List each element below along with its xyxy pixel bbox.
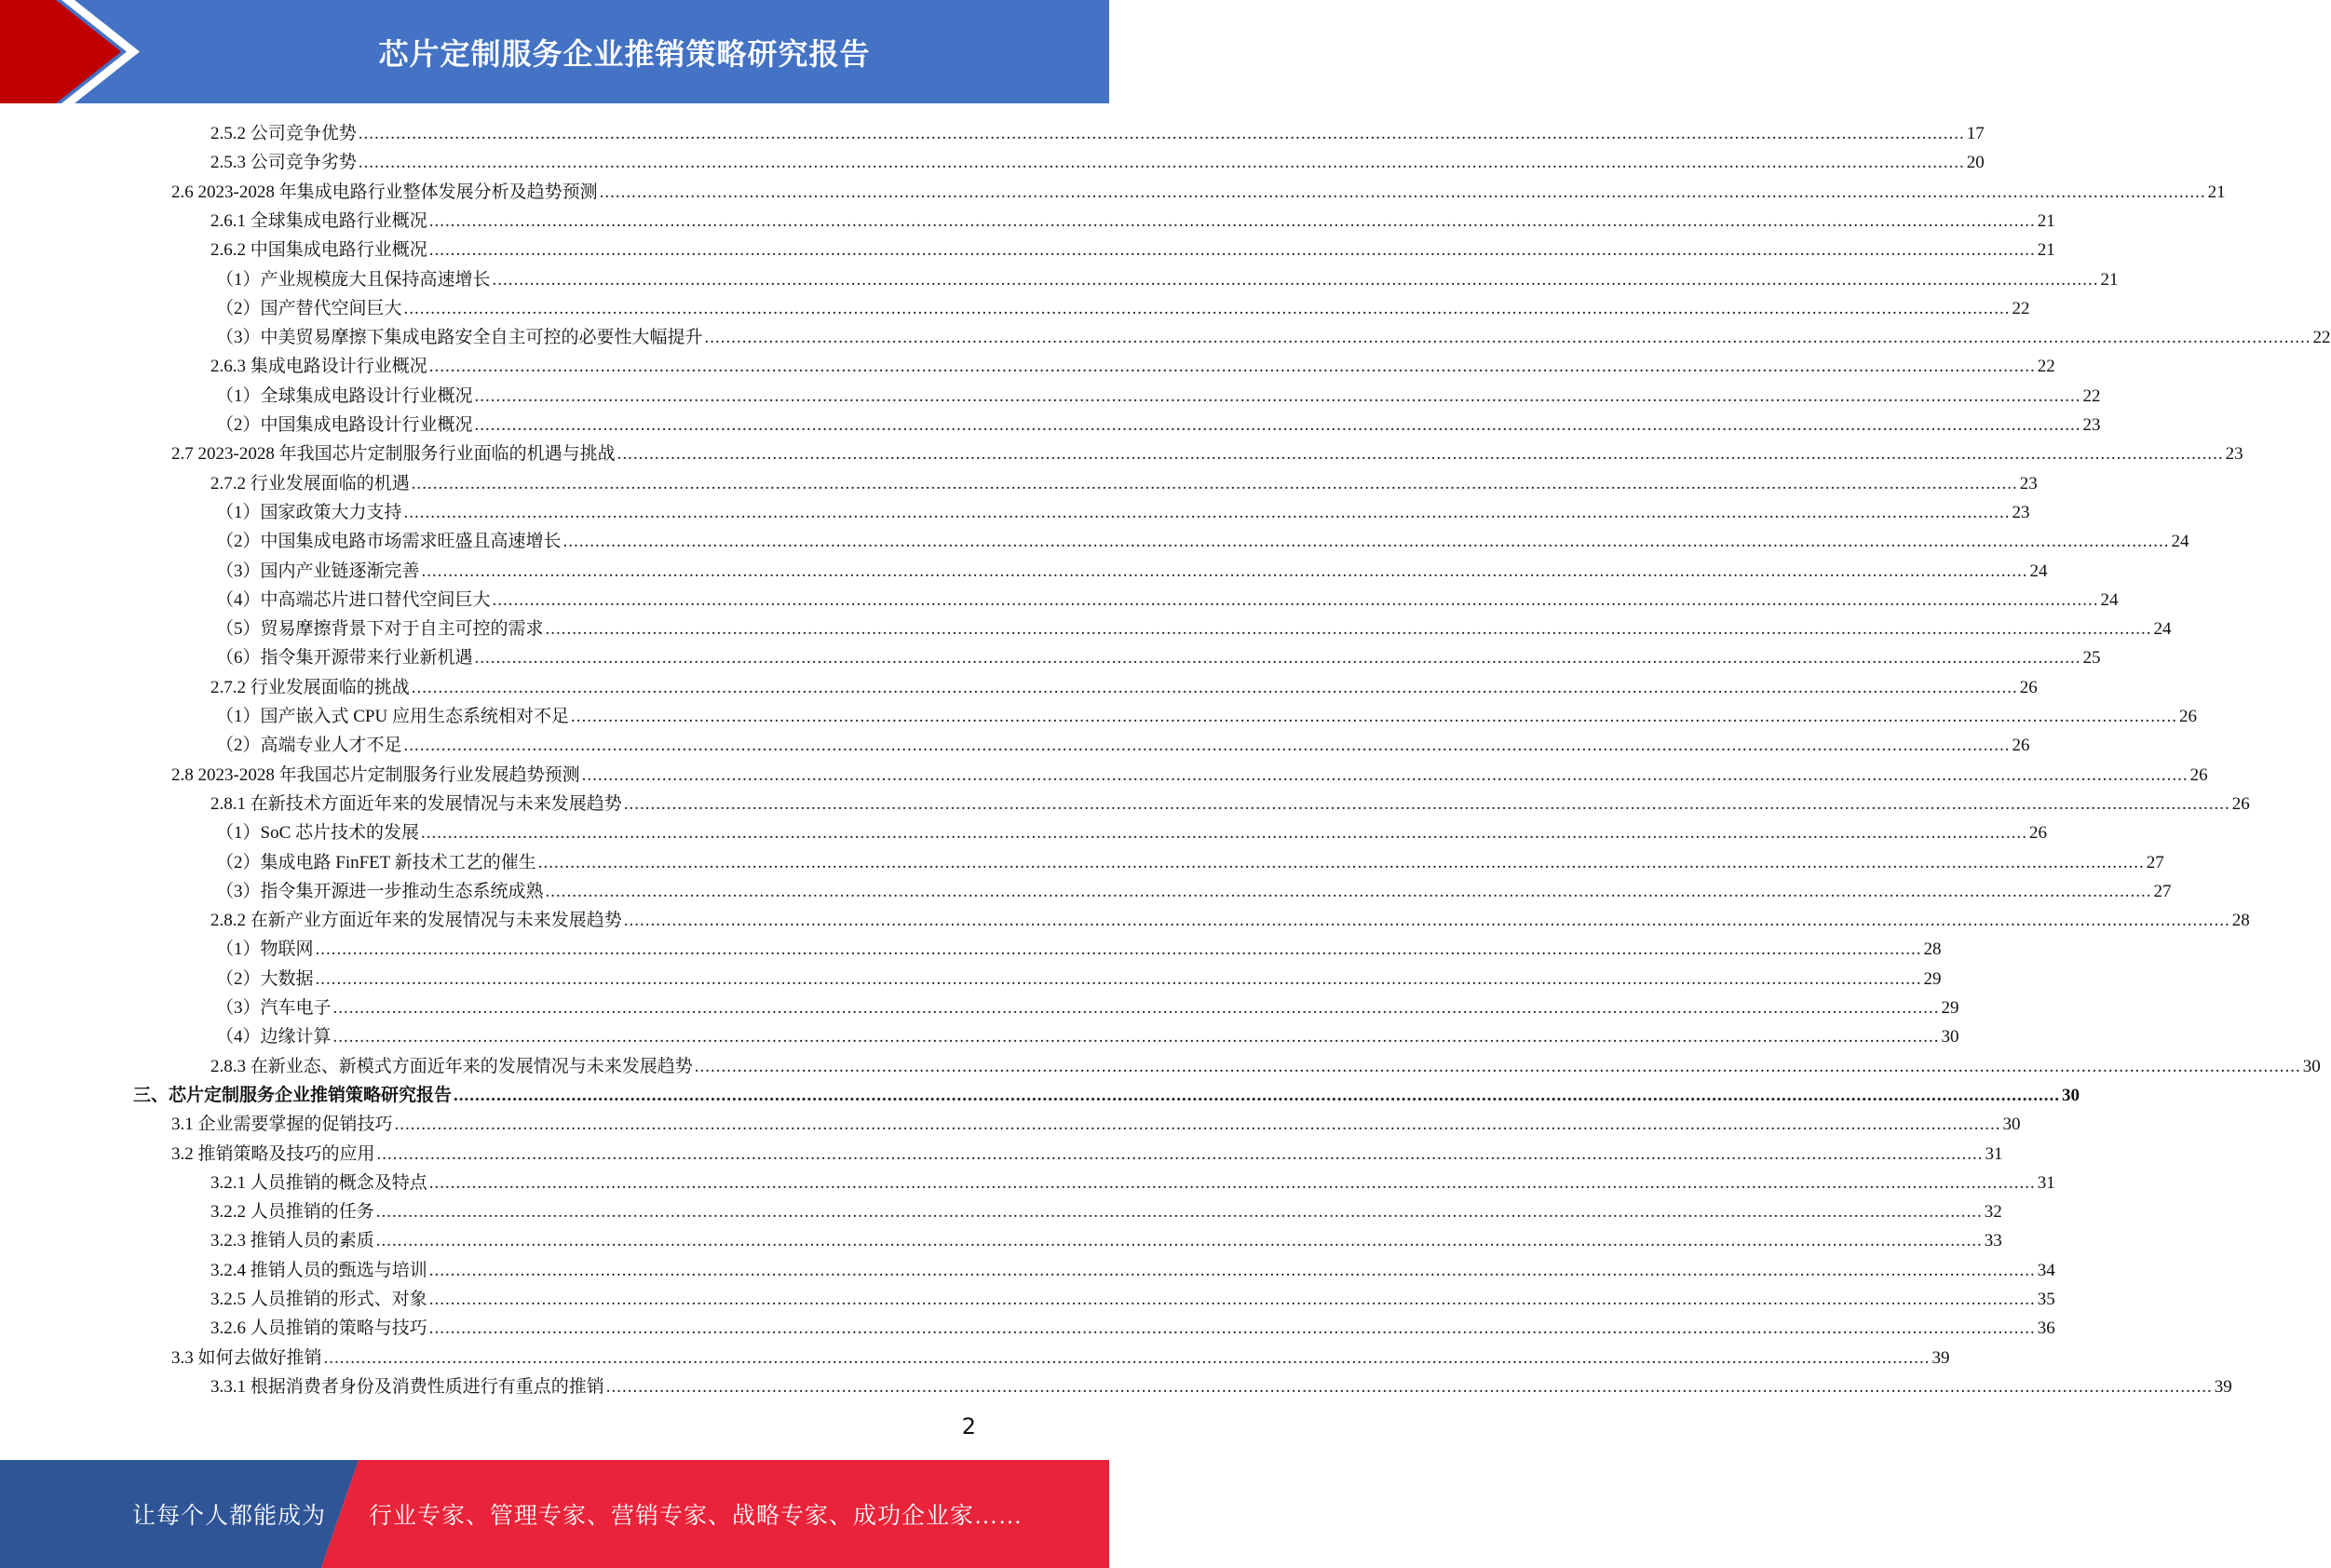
toc-entry[interactable] bbox=[210, 1372, 2232, 1401]
toc-entry-page: 27 bbox=[2146, 852, 2164, 872]
toc-entry-label: 2.7 2023-2028 年我国芯片定制服务行业面临的机遇与挑战 bbox=[171, 444, 616, 465]
toc-entry-page: 39 bbox=[1931, 1347, 1950, 1368]
toc-entry-label: （2）集成电路 FinFET 新技术工艺的催生 bbox=[216, 852, 536, 872]
toc-leader-dots: ............................................................................................................................................................................................................................................................................................................ bbox=[376, 1143, 1984, 1164]
toc-entry[interactable] bbox=[171, 439, 2243, 468]
toc-entry-label: （4）边缘计算 bbox=[216, 1027, 332, 1048]
toc-entry-page: 24 bbox=[2153, 619, 2172, 640]
toc-leader-dots: ............................................................................................................................................................................................................................................................................................................ bbox=[617, 444, 2224, 465]
toc-entry-label: （1）物联网 bbox=[216, 939, 314, 960]
toc-entry-label: 2.5.3 公司竞争劣势 bbox=[210, 153, 357, 173]
toc-entry-page: 21 bbox=[2037, 210, 2055, 231]
toc-entry-label: （5）贸易摩擦背景下对于自主可控的需求 bbox=[216, 619, 544, 640]
toc-entry-label: （6）指令集开源带来行业新机遇 bbox=[216, 648, 473, 669]
report-title: 芯片定制服务企业推销策略研究报告 bbox=[378, 35, 871, 72]
toc-entry-label: 2.7.2 行业发展面临的机遇 bbox=[210, 473, 410, 493]
toc-entry[interactable] bbox=[216, 994, 1959, 1022]
toc-leader-dots: ............................................................................................................................................................................................................................................................................................................ bbox=[428, 1318, 2036, 1339]
toc-entry-label: 2.6 2023-2028 年集成电路行业整体发展分析及趋势预测 bbox=[171, 182, 598, 202]
toc-entry-page: 31 bbox=[2037, 1172, 2055, 1193]
toc-leader-dots: ............................................................................................................................................................................................................................................................................................................ bbox=[421, 823, 2027, 844]
toc-leader-dots: ............................................................................................................................................................................................................................................................................................................ bbox=[474, 415, 2081, 435]
toc-leader-dots: ............................................................................................................................................................................................................................................................................................................ bbox=[394, 1115, 2001, 1135]
toc-entry-page: 30 bbox=[2002, 1115, 2021, 1135]
toc-entry-page: 22 bbox=[2037, 357, 2055, 377]
toc-entry[interactable] bbox=[216, 935, 1942, 964]
toc-leader-dots: ............................................................................................................................................................................................................................................................................................................ bbox=[411, 473, 2018, 493]
toc-entry-label: （1）SoC 芯片技术的发展 bbox=[216, 823, 419, 844]
toc-leader-dots: ............................................................................................................................................................................................................................................................................................................ bbox=[375, 1202, 1983, 1223]
toc-entry-page: 22 bbox=[2312, 328, 2331, 348]
toc-entry-page: 28 bbox=[1923, 939, 1942, 960]
toc-entry-label: 3.2.5 人员推销的形式、对象 bbox=[210, 1290, 427, 1309]
toc-entry[interactable] bbox=[210, 236, 2055, 264]
toc-entry[interactable] bbox=[216, 323, 2331, 352]
toc-leader-dots: ............................................................................................................................................................................................................................................................................................................ bbox=[492, 589, 2099, 610]
toc-entry[interactable] bbox=[171, 1140, 2003, 1169]
toc-entry-page: 26 bbox=[2178, 707, 2197, 726]
toc-entry[interactable] bbox=[216, 265, 2119, 294]
toc-entry-label: 3.2.6 人员推销的策略与技巧 bbox=[210, 1318, 427, 1339]
toc-entry[interactable] bbox=[210, 1052, 2321, 1081]
toc-entry[interactable] bbox=[216, 557, 2048, 586]
toc-entry[interactable] bbox=[210, 673, 2038, 702]
page-footer bbox=[0, 1460, 1109, 1568]
toc-leader-dots: ............................................................................................................................................................................................................................................................................................................ bbox=[428, 1172, 2036, 1193]
toc-entry-page: 30 bbox=[2062, 1085, 2080, 1105]
toc-entry-page: 26 bbox=[2231, 793, 2250, 814]
toc-entry-label: （1）产业规模庞大且保持高速增长 bbox=[216, 269, 491, 290]
toc-entry[interactable] bbox=[171, 178, 2226, 207]
toc-entry-page: 23 bbox=[2082, 415, 2101, 435]
toc-entry[interactable] bbox=[210, 352, 2055, 381]
toc-entry[interactable] bbox=[210, 1314, 2055, 1343]
page-header bbox=[0, 0, 1109, 103]
toc-leader-dots: ............................................................................................................................................................................................................................................................................................................ bbox=[332, 998, 1940, 1018]
toc-entry-label: （1）全球集成电路设计行业概况 bbox=[216, 385, 473, 406]
toc-leader-dots: ............................................................................................................................................................................................................................................................................................................ bbox=[428, 1260, 2036, 1280]
toc-entry-page: 20 bbox=[1966, 153, 1985, 173]
toc-entry[interactable] bbox=[216, 1022, 1959, 1051]
toc-entry-label: 2.6.3 集成电路设计行业概况 bbox=[210, 357, 427, 377]
toc-entry[interactable] bbox=[210, 1285, 2055, 1314]
toc-entry-page: 17 bbox=[1966, 124, 1985, 143]
page-number: 2 bbox=[961, 1413, 976, 1440]
toc-entry-page: 29 bbox=[1923, 968, 1942, 989]
toc-leader-dots: ............................................................................................................................................................................................................................................................................................................ bbox=[428, 240, 2036, 261]
toc-leader-dots: ............................................................................................................................................................................................................................................................................................................ bbox=[623, 793, 2230, 814]
toc-entry-label: （2）中国集成电路市场需求旺盛且高速增长 bbox=[216, 532, 562, 552]
toc-entry-page: 36 bbox=[2037, 1318, 2055, 1339]
toc-entry[interactable] bbox=[171, 761, 2208, 790]
toc-entry-label: 3.2.2 人员推销的任务 bbox=[210, 1202, 374, 1223]
toc-entry-page: 22 bbox=[2012, 298, 2030, 318]
toc-entry-page: 26 bbox=[2019, 677, 2038, 697]
footer-slogan-right: 行业专家、管理专家、营销专家、战略专家、成功企业家…… bbox=[369, 1504, 1023, 1529]
toc-entry-label: 3.3 如何去做好推销 bbox=[171, 1347, 322, 1368]
toc-leader-dots: ............................................................................................................................................................................................................................................................................................................ bbox=[545, 881, 2152, 901]
toc-entry-page: 32 bbox=[1984, 1202, 2002, 1223]
toc-entry[interactable] bbox=[210, 148, 1985, 177]
toc-leader-dots: ............................................................................................................................................................................................................................................................................................................ bbox=[428, 357, 2036, 377]
toc-entry-label: 三、芯片定制服务企业推销策略研究报告 bbox=[133, 1085, 453, 1105]
toc-entry-page: 23 bbox=[2019, 473, 2038, 493]
toc-entry-label: 2.8.1 在新技术方面近年来的发展情况与未来发展趋势 bbox=[210, 793, 622, 814]
toc-entry-page: 21 bbox=[2100, 269, 2119, 290]
toc-leader-dots: ............................................................................................................................................................................................................................................................................................................ bbox=[562, 532, 2170, 552]
toc-entry[interactable] bbox=[210, 906, 2250, 935]
toc-entry[interactable] bbox=[210, 119, 1985, 148]
toc-entry-label: （2）大数据 bbox=[216, 968, 314, 989]
toc-leader-dots: ............................................................................................................................................................................................................................................................................................................ bbox=[403, 298, 2011, 318]
toc-leader-dots: ............................................................................................................................................................................................................................................................................................................ bbox=[428, 210, 2036, 231]
toc-leader-dots: ............................................................................................................................................................................................................................................................................................................ bbox=[605, 1376, 2213, 1397]
toc-entry-page: 31 bbox=[1985, 1143, 2003, 1164]
toc-leader-dots: ............................................................................................................................................................................................................................................................................................................ bbox=[411, 677, 2018, 697]
toc-entry-page: 26 bbox=[2029, 823, 2047, 844]
toc-entry-label: （3）汽车电子 bbox=[216, 998, 332, 1018]
toc-entry[interactable] bbox=[216, 643, 2101, 672]
toc-leader-dots: ............................................................................................................................................................................................................................................................................................................ bbox=[421, 561, 2028, 581]
toc-entry-page: 22 bbox=[2082, 385, 2101, 406]
toc-leader-dots: ............................................................................................................................................................................................................................................................................................................ bbox=[581, 764, 2189, 785]
toc-entry[interactable] bbox=[210, 1169, 2055, 1197]
toc-entry-page: 26 bbox=[2012, 736, 2030, 756]
toc-leader-dots: ............................................................................................................................................................................................................................................................................................................ bbox=[492, 269, 2099, 290]
toc-leader-dots: ............................................................................................................................................................................................................................................................................................................ bbox=[474, 385, 2081, 406]
toc-entry-label: 3.2.4 推销人员的甄选与培训 bbox=[210, 1260, 427, 1280]
toc-entry-page: 23 bbox=[2225, 444, 2243, 465]
toc-entry-label: 2.6.1 全球集成电路行业概况 bbox=[210, 210, 427, 231]
toc-leader-dots: ............................................................................................................................................................................................................................................................................................................ bbox=[570, 707, 2177, 726]
toc-leader-dots: ............................................................................................................................................................................................................................................................................................................ bbox=[358, 124, 1965, 143]
toc-entry-page: 24 bbox=[2171, 532, 2189, 552]
toc-entry-page: 24 bbox=[2100, 589, 2119, 610]
toc-entry[interactable] bbox=[216, 294, 2030, 323]
toc-entry-label: （1）国产嵌入式 CPU 应用生态系统相对不足 bbox=[216, 707, 569, 726]
toc-entry-page: 21 bbox=[2207, 182, 2226, 202]
toc-entry-label: （3）指令集开源进一步推动生态系统成熟 bbox=[216, 881, 544, 901]
toc-leader-dots: ............................................................................................................................................................................................................................................................................................................ bbox=[315, 968, 1922, 989]
toc-entry[interactable] bbox=[210, 1226, 2002, 1255]
chevron-arrow-icon bbox=[0, 0, 149, 103]
toc-entry-page: 23 bbox=[2012, 502, 2030, 522]
toc-leader-dots: ............................................................................................................................................................................................................................................................................................................ bbox=[537, 852, 2145, 872]
toc-leader-dots: ............................................................................................................................................................................................................................................................................................................ bbox=[545, 619, 2152, 640]
toc-entry[interactable] bbox=[210, 207, 2055, 236]
toc-leader-dots: ............................................................................................................................................................................................................................................................................................................ bbox=[403, 502, 2011, 522]
toc-leader-dots: ............................................................................................................................................................................................................................................................................................................ bbox=[332, 1027, 1940, 1048]
toc-entry[interactable] bbox=[171, 1110, 2021, 1139]
toc-entry-label: 2.6.2 中国集成电路行业概况 bbox=[210, 240, 427, 261]
toc-entry-label: 2.8.2 在新产业方面近年来的发展情况与未来发展趋势 bbox=[210, 911, 622, 931]
toc-entry-label: 2.8 2023-2028 年我国芯片定制服务行业发展趋势预测 bbox=[171, 764, 580, 785]
toc-entry[interactable] bbox=[171, 1344, 1950, 1372]
toc-entry[interactable] bbox=[216, 702, 2197, 731]
toc-entry-label: 3.2 推销策略及技巧的应用 bbox=[171, 1143, 375, 1164]
toc-entry-label: 2.7.2 行业发展面临的挑战 bbox=[210, 677, 410, 697]
toc-entry-label: 2.5.2 公司竞争优势 bbox=[210, 124, 357, 143]
toc-entry[interactable] bbox=[210, 790, 2250, 818]
toc-leader-dots: ............................................................................................................................................................................................................................................................................................................ bbox=[599, 182, 2206, 202]
toc-leader-dots: ............................................................................................................................................................................................................................................................................................................ bbox=[403, 736, 2011, 756]
toc-entry-label: 3.2.3 推销人员的素质 bbox=[210, 1231, 374, 1251]
toc-leader-dots: ............................................................................................................................................................................................................................................................................................................ bbox=[623, 911, 2230, 931]
toc-entry-label: （1）国家政策大力支持 bbox=[216, 502, 402, 522]
toc-entry-label: 3.1 企业需要掌握的促销技巧 bbox=[171, 1115, 393, 1135]
toc-entry[interactable] bbox=[216, 498, 2030, 527]
toc-entry-label: （3）国内产业链逐渐完善 bbox=[216, 561, 420, 581]
toc-entry-page: 26 bbox=[2189, 764, 2208, 785]
toc-leader-dots: ............................................................................................................................................................................................................................................................................................................ bbox=[474, 648, 2081, 669]
toc-entry-page: 39 bbox=[2214, 1376, 2232, 1397]
toc-entry-page: 28 bbox=[2231, 911, 2250, 931]
toc-leader-dots: ............................................................................................................................................................................................................................................................................................................ bbox=[428, 1290, 2036, 1309]
toc-entry-label: （4）中高端芯片进口替代空间巨大 bbox=[216, 589, 491, 610]
toc-leader-dots: ............................................................................................................................................................................................................................................................................................................ bbox=[454, 1085, 2061, 1105]
toc-entry-page: 30 bbox=[1941, 1027, 1959, 1048]
toc-entry[interactable] bbox=[210, 1256, 2055, 1285]
toc-leader-dots: ............................................................................................................................................................................................................................................................................................................ bbox=[323, 1347, 1931, 1368]
toc-entry[interactable] bbox=[216, 877, 2172, 906]
toc-entry[interactable] bbox=[216, 382, 2101, 411]
toc-entry[interactable] bbox=[133, 1081, 2080, 1110]
toc-entry-label: （2）高端专业人才不足 bbox=[216, 736, 402, 756]
toc-entry[interactable] bbox=[216, 848, 2164, 877]
toc-entry-page: 27 bbox=[2153, 881, 2172, 901]
footer-slogan-left: 让每个人都能成为 bbox=[132, 1504, 327, 1529]
toc-entry-page: 29 bbox=[1941, 998, 1959, 1018]
toc-entry-label: （3）中美贸易摩擦下集成电路安全自主可控的必要性大幅提升 bbox=[216, 328, 703, 348]
toc-entry-page: 21 bbox=[2037, 240, 2055, 261]
toc-leader-dots: ............................................................................................................................................................................................................................................................................................................ bbox=[375, 1231, 1983, 1251]
toc-entry-page: 25 bbox=[2082, 648, 2101, 669]
toc-entry[interactable] bbox=[216, 411, 2101, 439]
toc-entry-page: 24 bbox=[2029, 561, 2048, 581]
toc-entry-page: 34 bbox=[2037, 1260, 2055, 1280]
toc-entry-label: （2）中国集成电路设计行业概况 bbox=[216, 415, 473, 435]
toc-entry[interactable] bbox=[216, 965, 1942, 994]
toc-entry[interactable] bbox=[216, 527, 2189, 556]
toc-entry[interactable] bbox=[216, 615, 2172, 643]
toc-entry[interactable] bbox=[216, 818, 2047, 847]
toc-entry-page: 30 bbox=[2302, 1056, 2321, 1076]
toc-leader-dots: ............................................................................................................................................................................................................................................................................................................ bbox=[315, 939, 1922, 960]
toc-entry-page: 35 bbox=[2037, 1290, 2055, 1309]
toc-entry[interactable] bbox=[216, 731, 2030, 760]
toc-entry-label: 2.8.3 在新业态、新模式方面近年来的发展情况与未来发展趋势 bbox=[210, 1056, 693, 1076]
toc-entry[interactable] bbox=[216, 586, 2119, 615]
toc-entry[interactable] bbox=[210, 1197, 2002, 1226]
toc-leader-dots: ............................................................................................................................................................................................................................................................................................................ bbox=[694, 1056, 2301, 1076]
toc-entry-page: 33 bbox=[1984, 1231, 2002, 1251]
toc-entry-label: （2）国产替代空间巨大 bbox=[216, 298, 402, 318]
toc-entry-label: 3.3.1 根据消费者身份及消费性质进行有重点的推销 bbox=[210, 1376, 604, 1397]
toc-entry[interactable] bbox=[210, 469, 2038, 498]
toc-leader-dots: ............................................................................................................................................................................................................................................................................................................ bbox=[358, 153, 1965, 173]
toc-entry-label: 3.2.1 人员推销的概念及特点 bbox=[210, 1172, 427, 1193]
toc-leader-dots: ............................................................................................................................................................................................................................................................................................................ bbox=[704, 328, 2311, 348]
